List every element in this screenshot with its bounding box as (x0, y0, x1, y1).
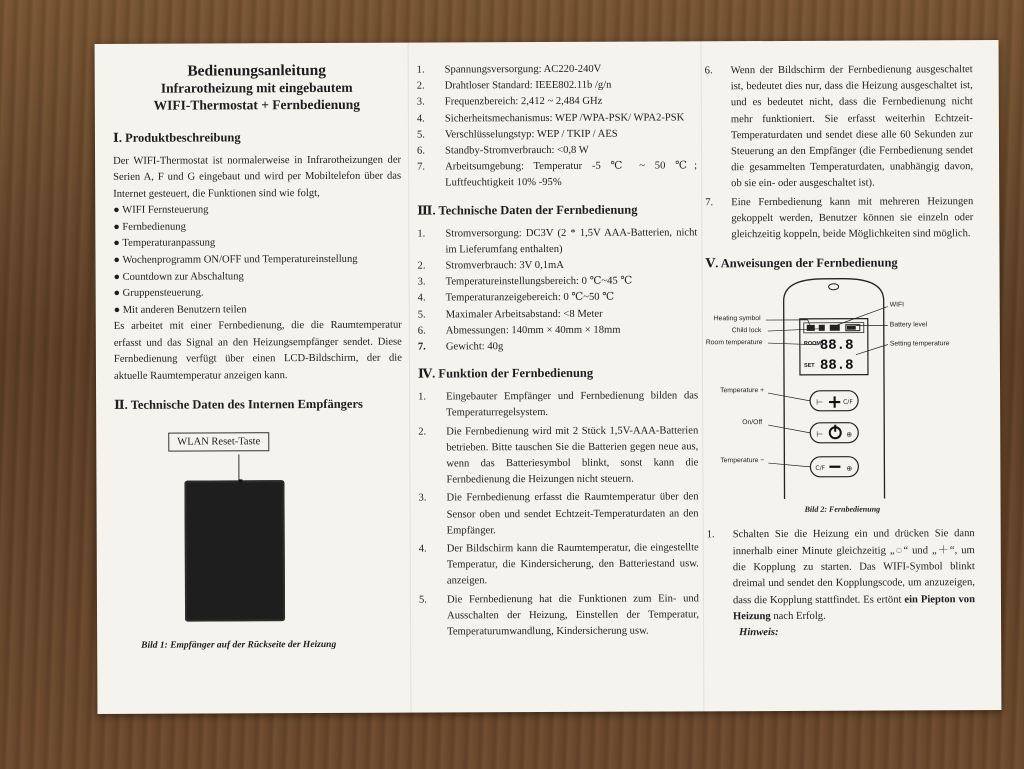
lcd-set-tag: SET (803, 363, 815, 370)
callout-leader-line (238, 454, 239, 480)
svg-text:⊕: ⊕ (846, 430, 853, 439)
feature-item: ● WIFI Fernsteuerung (113, 204, 209, 217)
function-item: 4. Der Bildschirm kann die Raumtemperatur, die eingestellte Temperatur, die Kindersicherung, den Batteriestand usw. anzeigen. (418, 542, 699, 587)
fold-line-left (408, 43, 412, 713)
spec-item: 4. Temperaturanzeigebereich: 0 ℃~50 ℃ (417, 292, 615, 305)
function-item: 6. Wenn der Bildschirm der Fernbedienung ausgeschaltet ist, bedeutet dies nur, dass die Heizung ausgeschaltet ist, und es bedeutet nicht, dass die Fernbedienung nicht mehr funktioniert. Sie erfasst weiterhin Echtzeit-Temperaturdaten und sendet diese alle 60 Sekunden zur Steuerung an den Empfänger (die Fernbedienung sendet die gesammelten Temperaturdaten, unabhängig davon, ob sie ein- oder ausgeschaltet ist). (704, 64, 974, 190)
label-wifi: WIFI (889, 301, 905, 309)
function-item: 7. Eine Fernbedienung kann mit mehreren Heizungen gekoppelt werden, Benutzer können sie einzeln oder gleichzeitig koppeln, beide Möglichkeiten sind möglich. (705, 195, 974, 241)
spec-item: 6. Abmessungen: 140mm × 40mm × 18mm (417, 324, 621, 337)
section-1-outro: Es arbeitet mit einer Fernbedienung, die die Raumtemperatur erfasst und das Signal an den Heizungsempfänger sendet. Diese Fernbedienung verfügt über einen LCD-Bildschirm, der die aktuelle Raumtemperatur anzeigen kann. (113, 320, 402, 382)
label-on-off: On/Off (742, 419, 763, 427)
pairing-step-text: Schalten Sie die Heizung ein und drücken Sie dann innerhalb einer Minute gleichzeitig „◌“ und „＋“, um die Kopplung zu starten. Das WIFI-Symbol blinkt dreimal und sendet den Kopplungscode, um anzuzeigen, dass die Kopplung stattfindet. Es ertönt ein Piepton von Heizung nach Erfolg. (732, 528, 975, 623)
reset-button-pin (238, 479, 242, 482)
spec-item: 7. Gewicht: 40g (417, 341, 504, 353)
svg-text:⊢: ⊢ (816, 398, 824, 408)
column-middle (417, 61, 700, 641)
pairing-step (707, 526, 975, 626)
function-item: 3. Die Fernbedienung erfasst die Raumtemperatur über den Sensor oben und sendet Echtzeit-Temperaturdaten an den Empfänger. (418, 491, 699, 537)
feature-item: ● Wochenprogramm ON/OFF und Temperatureinstellung (113, 253, 358, 266)
label-child-lock: Child lock (731, 327, 762, 335)
figure-2-caption: Bild 2: Fernbedienung (804, 504, 881, 515)
receiver-image (184, 480, 285, 621)
label-temperature-minus: Temperature − (720, 457, 765, 465)
section-3-heading: Ⅲ. Technische Daten der Fernbedienung (417, 202, 638, 218)
spec-item: 5. Verschlüsselungstyp: WEP / TKIP / AES (416, 128, 618, 141)
svg-text:⊢: ⊢ (816, 430, 824, 440)
leader-wifi (838, 307, 888, 325)
feature-item: ● Temperaturanpassung (113, 237, 216, 250)
function-item: 5. Die Fernbedienung hat die Funktionen zum Ein- und Ausschalten der Heizung, Einstellen der Temperatur, Temperaturumwandlung, Kindersicherung usw. (418, 593, 700, 638)
spec-item: 1. Stromversorgung: DC3V (2 * 1,5V AAA-Batterien, nicht im Lieferumfang enthalten) (417, 226, 698, 256)
document-title: Bedienungsanleitung (187, 61, 327, 80)
label-battery-level: Battery level (889, 321, 928, 329)
svg-text:C/F: C/F (843, 398, 853, 406)
document-subtitle-1: Infrarotheizung mit eingebautem (160, 79, 353, 96)
svg-text:C/F: C/F (815, 465, 826, 473)
svg-text:⊕: ⊕ (846, 464, 853, 473)
spec-item: 2. Stromverbrauch: 3V 0,1mA (417, 259, 564, 272)
section-1-heading: Ⅰ. Produktbeschreibung (112, 130, 241, 145)
figure-1-caption: Bild 1: Empfänger auf der Rückseite der Heizung (141, 639, 337, 651)
wifi-mark (830, 325, 840, 331)
function-list-continued (705, 62, 974, 243)
label-setting-temperature: Setting temperature (889, 340, 950, 348)
label-room-temperature: Room temperature (705, 339, 763, 347)
spec-item: 7. Arbeitsumgebung: Temperatur -5 ℃ ~ 50 ℃; Luftfeuchtigkeit 10% -95% (417, 160, 698, 189)
leader-setting (856, 345, 888, 355)
feature-item: ● Gruppensteuerung. (113, 287, 204, 300)
lcd-room-tag: ROOM (803, 341, 821, 348)
spec-item: 3. Frequenzbereich: 2,412 ~ 2,484 GHz (416, 96, 603, 108)
feature-item: ● Countdown zur Abschaltung (113, 270, 244, 283)
sensor-hole (829, 284, 839, 290)
spec-item: 2. Drahtloser Standard: IEEE802.11b /g/n (416, 79, 612, 92)
spec-item: 6. Standby-Stromverbrauch: <0,8 W (416, 144, 589, 157)
label-temperature-plus: Temperature + (720, 387, 765, 395)
lcd-set-digits: 88.8 (819, 357, 854, 375)
label-heating-symbol: Heating symbol (713, 315, 761, 323)
instruction-sheet (95, 40, 1002, 714)
function-item: 1. Eingebauter Empfänger und Fernbedienung bilden das Temperaturregelsystem. (418, 390, 699, 419)
column-left (113, 43, 404, 659)
section-4-heading: Ⅳ. Funktion der Fernbedienung (417, 366, 594, 381)
spec-item: 1. Spannungsversorgung: AC220-240V (416, 63, 602, 76)
feature-item: ● Mit anderen Benutzern teilen (113, 304, 247, 316)
pairing-step-number: 1. (706, 529, 715, 541)
hinweis-label: Hinweis: (739, 626, 779, 638)
feature-item: ● Fernbedienung (113, 221, 186, 233)
section-1-intro: Der WIFI-Thermostat ist normalerweise in Infrarotheizungen der Serien A, F und G eingebaut und wird per Mobiltelefon über das Internet gesteuert, die Funktionen sind wie folgt, (113, 154, 402, 200)
spec-item: 5. Maximaler Arbeitsabstand: <8 Meter (417, 308, 603, 321)
child-lock-mark (819, 325, 825, 331)
wlan-reset-callout: WLAN Reset-Taste (168, 432, 269, 451)
column-right (705, 62, 976, 640)
heating-symbol-mark (807, 325, 815, 331)
function-item: 2. Die Fernbedienung wird mit 2 Stück 1,5V-AAA-Batterien betrieben. Bitte tauschen Sie die Batterien gegen neue aus, wenn das Batteriesymbol blinkt, sonst kann die Fernbedienung die Heizungen nicht steuern. (418, 425, 699, 486)
spec-item: 3. Temperatureinstellungsbereich: 0 ℃~45 ℃ (417, 275, 633, 288)
fold-line-right (701, 41, 705, 711)
figure-2 (706, 276, 975, 517)
function-list (418, 389, 699, 641)
svg-text:+: + (827, 391, 843, 414)
figure-1 (114, 418, 403, 659)
receiver-spec-list (417, 61, 698, 192)
section-5-heading: Ⅴ. Anweisungen der Fernbedienung (705, 255, 898, 271)
lcd-room-digits: 88.8 (819, 337, 854, 355)
document-subtitle-2: WIFI-Thermostat + Fernbedienung (153, 96, 361, 113)
battery-fill (847, 326, 856, 330)
remote-spec-list (417, 225, 698, 356)
spec-item: 4. Sicherheitsmechanismus: WEP /WPA-PSK/ WPA2-PSK (416, 112, 685, 125)
feature-list (113, 202, 402, 319)
section-2-heading: Ⅱ. Technische Daten des Internen Empfängers (114, 396, 363, 412)
